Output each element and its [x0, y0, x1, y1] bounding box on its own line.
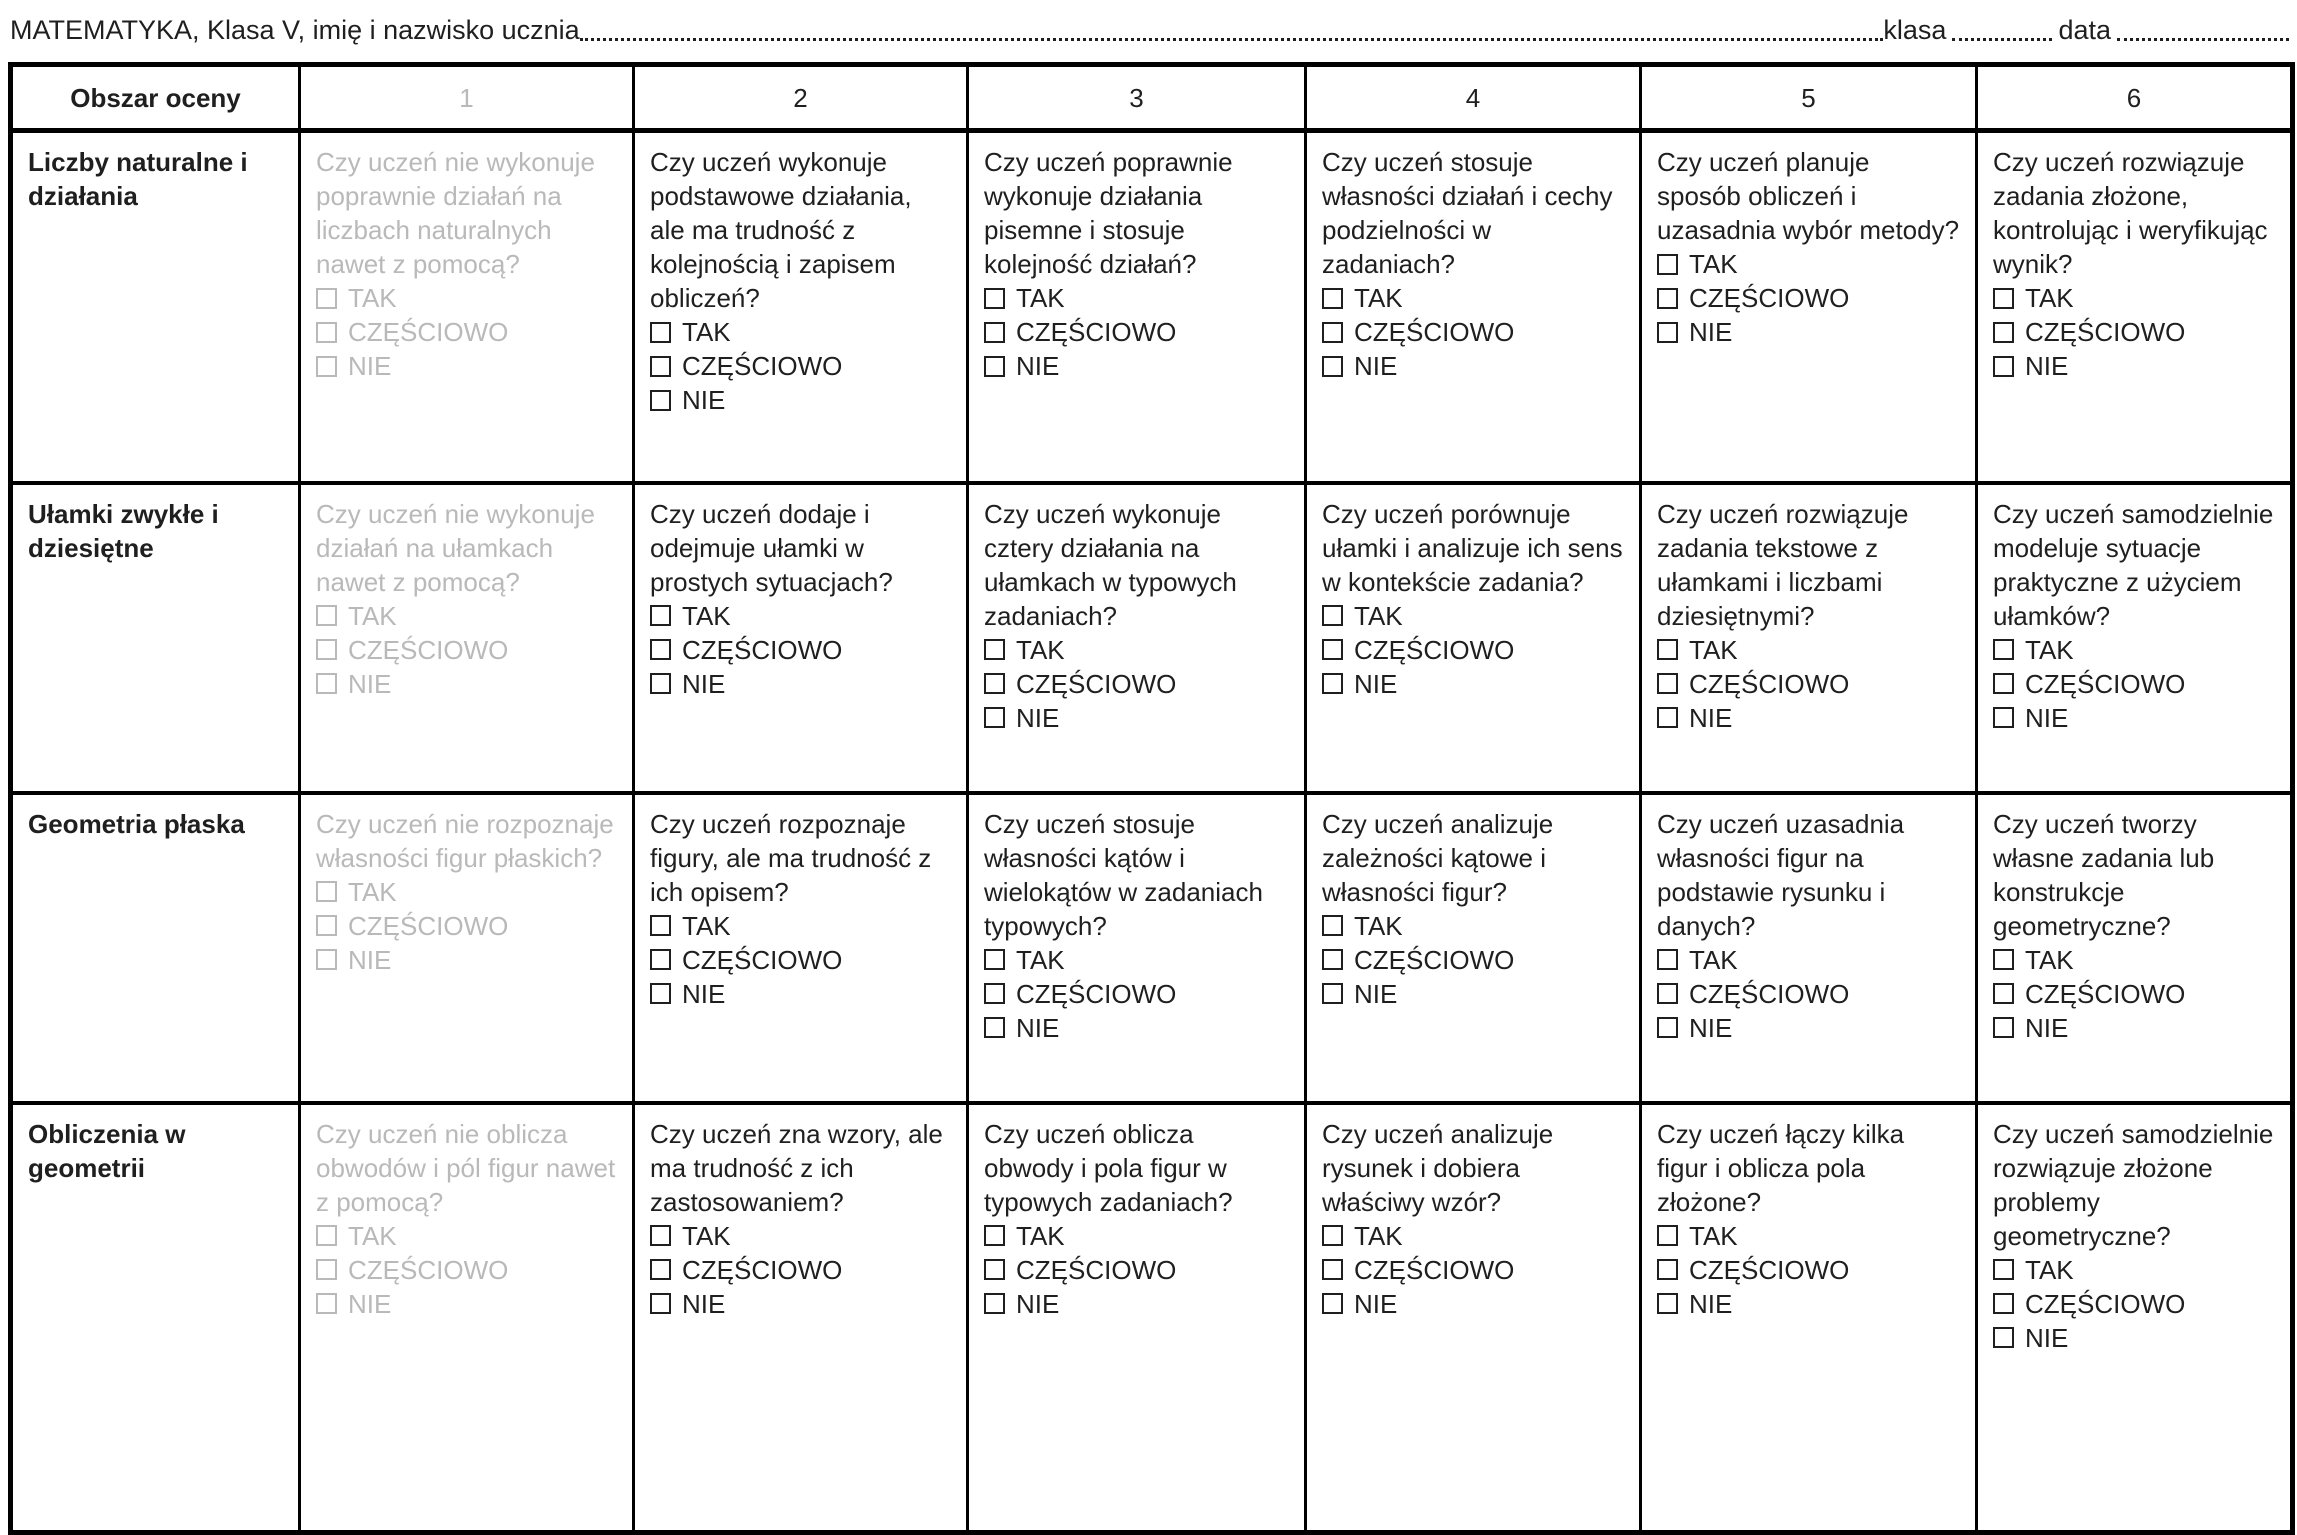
option-label: NIE [1354, 351, 1398, 381]
option-label: TAK [682, 600, 731, 631]
option-czesciowo[interactable] [316, 1253, 617, 1287]
option-label: TAK [1354, 1220, 1403, 1251]
date-label: data [2058, 14, 2111, 45]
option-label: CZĘŚCIOWO [1689, 668, 1850, 699]
option-tak[interactable] [650, 599, 951, 633]
criterion-question: Czy uczeń nie wykonuje poprawnie działań na liczbach naturalnych nawet z pomocą? [316, 147, 595, 279]
option-nie[interactable] [650, 977, 951, 1011]
checkbox-icon[interactable] [316, 1293, 337, 1314]
option-label: CZĘŚCIOWO [348, 317, 509, 347]
option-czesciowo[interactable] [1993, 977, 2275, 1011]
checkbox-icon[interactable] [1657, 1293, 1678, 1314]
option-label: NIE [348, 944, 392, 975]
criterion-cell [1641, 1103, 1977, 1533]
checkbox-icon[interactable] [1322, 983, 1343, 1004]
option-label: NIE [348, 668, 392, 699]
option-nie[interactable] [316, 1287, 617, 1321]
option-label: TAK [1354, 910, 1403, 941]
option-label: CZĘŚCIOWO [1354, 944, 1515, 975]
checkbox-icon[interactable] [1322, 288, 1343, 309]
area-label: Obliczenia w geometrii [11, 1103, 300, 1533]
option-tak[interactable] [1322, 909, 1624, 943]
option-nie[interactable] [650, 383, 951, 417]
criterion-question: Czy uczeń nie wykonuje działań na ułamkach nawet z pomocą? [316, 498, 595, 597]
criterion-cell [1306, 483, 1641, 793]
checkbox-icon[interactable] [984, 1293, 1005, 1314]
checkbox-icon[interactable] [1657, 1225, 1678, 1246]
checkbox-icon[interactable] [1657, 254, 1678, 275]
checkbox-icon[interactable] [984, 673, 1005, 694]
option-tak[interactable] [1993, 943, 2275, 977]
option-nie[interactable] [984, 701, 1289, 735]
checkbox-icon[interactable] [650, 1225, 671, 1246]
option-nie[interactable] [1993, 1321, 2275, 1355]
criterion-question: Czy uczeń dodaje i odejmuje ułamki w prostych sytuacjach? [650, 498, 893, 597]
checkbox-icon[interactable] [984, 983, 1005, 1004]
criterion-cell [634, 483, 968, 793]
checkbox-icon[interactable] [316, 605, 337, 626]
checkbox-icon[interactable] [650, 673, 671, 694]
checkbox-icon[interactable] [650, 1293, 671, 1314]
criterion-question: Czy uczeń porównuje ułamki i analizuje ich sens w kontekście zadania? [1322, 498, 1623, 597]
option-label: TAK [2025, 634, 2074, 665]
checkbox-icon[interactable] [1322, 673, 1343, 694]
level-header-6: 6 [1977, 65, 2293, 131]
option-label: TAK [348, 283, 397, 313]
option-tak[interactable] [1657, 633, 1960, 667]
checkbox-icon[interactable] [1993, 1327, 2014, 1348]
option-label: NIE [1689, 317, 1733, 347]
option-label: TAK [1016, 283, 1065, 313]
criterion-question: Czy uczeń rozwiązuje zadania złożone, kontrolując i weryfikując wynik? [1993, 147, 2268, 279]
option-tak[interactable] [984, 633, 1289, 667]
option-czesciowo[interactable] [1657, 667, 1960, 701]
option-nie[interactable] [1993, 349, 2275, 383]
criterion-question: Czy uczeń nie rozpoznaje własności figur płaskich? [316, 808, 614, 873]
class-label: klasa [1883, 14, 1947, 45]
checkbox-icon[interactable] [984, 707, 1005, 728]
option-label: CZĘŚCIOWO [2025, 1288, 2186, 1319]
checkbox-icon[interactable] [650, 390, 671, 411]
criterion-cell [1977, 793, 2293, 1103]
checkbox-icon[interactable] [316, 949, 337, 970]
checkbox-icon[interactable] [984, 1225, 1005, 1246]
option-label: CZĘŚCIOWO [1689, 283, 1850, 313]
criterion-cell [634, 1103, 968, 1533]
checkbox-icon[interactable] [1322, 639, 1343, 660]
option-label: CZĘŚCIOWO [1354, 317, 1515, 347]
option-tak[interactable] [316, 1219, 617, 1253]
checkbox-icon[interactable] [650, 1259, 671, 1280]
option-label: CZĘŚCIOWO [1016, 1254, 1177, 1285]
option-tak[interactable] [650, 909, 951, 943]
option-nie[interactable] [1993, 701, 2275, 735]
option-tak[interactable] [984, 943, 1289, 977]
option-czesciowo[interactable] [1657, 1253, 1960, 1287]
checkbox-icon[interactable] [316, 1225, 337, 1246]
checkbox-icon[interactable] [1993, 983, 2014, 1004]
criterion-cell [300, 131, 634, 483]
checkbox-icon[interactable] [984, 1259, 1005, 1280]
checkbox-icon[interactable] [1993, 1259, 2014, 1280]
checkbox-icon[interactable] [1657, 983, 1678, 1004]
option-czesciowo[interactable] [1322, 1253, 1624, 1287]
option-label: NIE [1354, 1288, 1398, 1319]
checkbox-icon[interactable] [650, 322, 671, 343]
level-header-1: 1 [300, 65, 634, 131]
option-nie[interactable] [1657, 1287, 1960, 1321]
checkbox-icon[interactable] [316, 673, 337, 694]
option-czesciowo[interactable] [1322, 633, 1624, 667]
criterion-question: Czy uczeń tworzy własne zadania lub konstrukcje geometryczne? [1993, 808, 2215, 941]
option-label: CZĘŚCIOWO [682, 634, 843, 665]
option-label: CZĘŚCIOWO [1689, 1254, 1850, 1285]
option-label: CZĘŚCIOWO [2025, 668, 2186, 699]
option-czesciowo[interactable] [1993, 1287, 2275, 1321]
criterion-question: Czy uczeń wykonuje cztery działania na ułamkach w typowych zadaniach? [984, 498, 1237, 631]
option-label: CZĘŚCIOWO [1689, 978, 1850, 1009]
criterion-cell [1641, 483, 1977, 793]
option-tak[interactable] [316, 281, 617, 315]
option-czesciowo[interactable] [1993, 667, 2275, 701]
option-label: CZĘŚCIOWO [1354, 1254, 1515, 1285]
checkbox-icon[interactable] [984, 322, 1005, 343]
criterion-question: Czy uczeń poprawnie wykonuje działania pisemne i stosuje kolejność działań? [984, 147, 1233, 279]
criterion-question: Czy uczeń rozpoznaje figury, ale ma trudność z ich opisem? [650, 808, 932, 907]
option-label: CZĘŚCIOWO [682, 944, 843, 975]
criterion-question: Czy uczeń samodzielnie rozwiązuje złożone problemy geometryczne? [1993, 1118, 2274, 1251]
option-czesciowo[interactable] [1993, 315, 2275, 349]
option-tak[interactable] [316, 599, 617, 633]
option-label: NIE [1689, 1288, 1733, 1319]
checkbox-icon[interactable] [1322, 322, 1343, 343]
option-label: CZĘŚCIOWO [1354, 634, 1515, 665]
assessment-table [8, 62, 2295, 1535]
checkbox-icon[interactable] [1657, 639, 1678, 660]
option-tak[interactable] [1657, 1219, 1960, 1253]
criterion-question: Czy uczeń analizuje zależności kątowe i własności figur? [1322, 808, 1554, 907]
assessment-table-body [11, 65, 2293, 1533]
option-label: TAK [1354, 600, 1403, 631]
option-label: CZĘŚCIOWO [1016, 317, 1177, 347]
option-label: CZĘŚCIOWO [348, 634, 509, 665]
table-row [11, 793, 2293, 1103]
option-label: TAK [1016, 1220, 1065, 1251]
checkbox-icon[interactable] [1322, 356, 1343, 377]
option-tak[interactable] [1322, 599, 1624, 633]
option-label: TAK [1016, 634, 1065, 665]
option-label: TAK [2025, 283, 2074, 313]
option-label: TAK [682, 317, 731, 347]
option-label: NIE [682, 385, 726, 415]
level-header-5: 5 [1641, 65, 1977, 131]
option-label: NIE [1689, 702, 1733, 733]
option-label: NIE [1016, 351, 1060, 381]
area-label: Ułamki zwykłe i dziesiętne [11, 483, 300, 793]
checkbox-icon[interactable] [1657, 288, 1678, 309]
option-nie[interactable] [1657, 1011, 1960, 1045]
option-nie[interactable] [316, 943, 617, 977]
checkbox-icon[interactable] [1322, 605, 1343, 626]
table-row [11, 1103, 2293, 1533]
checkbox-icon[interactable] [1657, 322, 1678, 343]
checkbox-icon[interactable] [1657, 673, 1678, 694]
table-row [11, 483, 2293, 793]
option-czesciowo[interactable] [1657, 281, 1960, 315]
option-tak[interactable] [984, 281, 1289, 315]
option-label: NIE [348, 351, 392, 381]
checkbox-icon[interactable] [984, 356, 1005, 377]
option-nie[interactable] [1657, 315, 1960, 349]
checkbox-icon[interactable] [984, 949, 1005, 970]
checkbox-icon[interactable] [1322, 949, 1343, 970]
checkbox-icon[interactable] [1657, 707, 1678, 728]
checkbox-icon[interactable] [1993, 949, 2014, 970]
date-fill-line[interactable] [2117, 38, 2289, 41]
option-label: NIE [1016, 1288, 1060, 1319]
option-tak[interactable] [1993, 633, 2275, 667]
option-nie[interactable] [1657, 701, 1960, 735]
option-label: NIE [2025, 1322, 2069, 1353]
option-nie[interactable] [984, 349, 1289, 383]
criterion-cell [1641, 793, 1977, 1103]
option-label: NIE [1016, 1012, 1060, 1043]
checkbox-icon[interactable] [316, 881, 337, 902]
checkbox-icon[interactable] [1993, 1017, 2014, 1038]
checkbox-icon[interactable] [650, 949, 671, 970]
criterion-cell [1306, 131, 1641, 483]
option-nie[interactable] [984, 1011, 1289, 1045]
option-label: NIE [2025, 1012, 2069, 1043]
checkbox-icon[interactable] [316, 288, 337, 309]
checkbox-icon[interactable] [1657, 949, 1678, 970]
criterion-cell [300, 793, 634, 1103]
checkbox-icon[interactable] [650, 915, 671, 936]
option-label: NIE [682, 668, 726, 699]
level-header-3: 3 [968, 65, 1306, 131]
criterion-question: Czy uczeń uzasadnia własności figur na podstawie rysunku i danych? [1657, 808, 1905, 941]
option-nie[interactable] [1322, 667, 1624, 701]
option-nie[interactable] [1322, 349, 1624, 383]
checkbox-icon[interactable] [1993, 1293, 2014, 1314]
option-nie[interactable] [1993, 1011, 2275, 1045]
criterion-question: Czy uczeń planuje sposób obliczeń i uzasadnia wybór metody? [1657, 147, 1960, 245]
name-fill-line[interactable] [580, 38, 1884, 41]
criterion-question: Czy uczeń samodzielnie modeluje sytuacje praktyczne z użyciem ułamków? [1993, 498, 2274, 631]
option-label: CZĘŚCIOWO [682, 351, 843, 381]
criterion-cell [1306, 793, 1641, 1103]
checkbox-icon[interactable] [1322, 1259, 1343, 1280]
checkbox-icon[interactable] [1993, 288, 2014, 309]
option-label: NIE [1354, 668, 1398, 699]
option-label: TAK [1354, 283, 1403, 313]
checkbox-icon[interactable] [316, 915, 337, 936]
area-label: Liczby naturalne i działania [11, 131, 300, 483]
criterion-question: Czy uczeń stosuje własności działań i cechy podzielności w zadaniach? [1322, 147, 1613, 279]
criterion-cell [968, 483, 1306, 793]
checkbox-icon[interactable] [984, 639, 1005, 660]
option-label: CZĘŚCIOWO [2025, 317, 2186, 347]
checkbox-icon[interactable] [1322, 1293, 1343, 1314]
checkbox-icon[interactable] [1993, 707, 2014, 728]
option-label: NIE [2025, 702, 2069, 733]
checkbox-icon[interactable] [316, 356, 337, 377]
area-label: Geometria płaska [11, 793, 300, 1103]
option-label: CZĘŚCIOWO [1016, 668, 1177, 699]
class-fill-line[interactable] [1952, 38, 2052, 41]
criterion-question: Czy uczeń wykonuje podstawowe działania, ale ma trudność z kolejnością i zapisem obliczeń? [650, 147, 912, 313]
option-label: NIE [1354, 978, 1398, 1009]
option-czesciowo[interactable] [984, 315, 1289, 349]
criterion-cell [968, 1103, 1306, 1533]
checkbox-icon[interactable] [316, 322, 337, 343]
option-label: CZĘŚCIOWO [682, 1254, 843, 1285]
corner-header: Obszar oceny [11, 65, 300, 131]
option-label: NIE [2025, 351, 2069, 381]
option-label: CZĘŚCIOWO [1016, 978, 1177, 1009]
option-nie[interactable] [1322, 977, 1624, 1011]
option-label: NIE [682, 1288, 726, 1319]
option-label: CZĘŚCIOWO [348, 1254, 509, 1285]
checkbox-icon[interactable] [984, 1017, 1005, 1038]
option-label: TAK [348, 876, 397, 907]
criterion-question: Czy uczeń analizuje rysunek i dobiera właściwy wzór? [1322, 1118, 1554, 1217]
option-label: NIE [682, 978, 726, 1009]
option-tak[interactable] [1657, 943, 1960, 977]
table-row [11, 131, 2293, 483]
option-label: TAK [682, 910, 731, 941]
checkbox-icon[interactable] [1322, 915, 1343, 936]
checkbox-icon[interactable] [1993, 673, 2014, 694]
option-tak[interactable] [1322, 281, 1624, 315]
option-nie[interactable] [316, 667, 617, 701]
option-label: CZĘŚCIOWO [2025, 978, 2186, 1009]
option-label: CZĘŚCIOWO [348, 910, 509, 941]
criterion-cell [1306, 1103, 1641, 1533]
form-header-line [0, 0, 2297, 46]
option-label: TAK [2025, 1254, 2074, 1285]
criterion-cell [968, 131, 1306, 483]
option-czesciowo[interactable] [1657, 977, 1960, 1011]
option-czesciowo[interactable] [650, 633, 951, 667]
option-czesciowo[interactable] [1322, 943, 1624, 977]
option-label: TAK [1689, 634, 1738, 665]
checkbox-icon[interactable] [1657, 1259, 1678, 1280]
criterion-cell [634, 793, 968, 1103]
option-nie[interactable] [984, 1287, 1289, 1321]
criterion-cell [300, 483, 634, 793]
option-czesciowo[interactable] [650, 943, 951, 977]
level-header-row [11, 65, 2293, 131]
option-tak[interactable] [1322, 1219, 1624, 1253]
option-czesciowo[interactable] [984, 977, 1289, 1011]
criterion-cell [1641, 131, 1977, 483]
checkbox-icon[interactable] [1657, 1017, 1678, 1038]
option-nie[interactable] [316, 349, 617, 383]
checkbox-icon[interactable] [1322, 1225, 1343, 1246]
level-header-2: 2 [634, 65, 968, 131]
option-tak[interactable] [316, 875, 617, 909]
option-czesciowo[interactable] [316, 315, 617, 349]
checkbox-icon[interactable] [1993, 322, 2014, 343]
form-title: MATEMATYKA, Klasa V, imię i nazwisko ucznia [10, 14, 580, 45]
criterion-question: Czy uczeń nie oblicza obwodów i pól figur nawet z pomocą? [316, 1118, 616, 1217]
option-label: TAK [1689, 944, 1738, 975]
criterion-cell [1977, 483, 2293, 793]
option-label: TAK [348, 1220, 397, 1251]
option-czesciowo[interactable] [316, 909, 617, 943]
criterion-cell [634, 131, 968, 483]
criterion-question: Czy uczeń oblicza obwody i pola figur w typowych zadaniach? [984, 1118, 1233, 1217]
option-tak[interactable] [650, 1219, 951, 1253]
option-label: TAK [2025, 944, 2074, 975]
criterion-cell [1977, 1103, 2293, 1533]
option-label: TAK [1689, 249, 1738, 279]
option-czesciowo[interactable] [1322, 315, 1624, 349]
checkbox-icon[interactable] [1993, 356, 2014, 377]
option-tak[interactable] [650, 315, 951, 349]
option-nie[interactable] [1322, 1287, 1624, 1321]
option-czesciowo[interactable] [984, 667, 1289, 701]
option-tak[interactable] [984, 1219, 1289, 1253]
criterion-question: Czy uczeń stosuje własności kątów i wielokątów w zadaniach typowych? [984, 808, 1263, 941]
option-label: TAK [1016, 944, 1065, 975]
criterion-question: Czy uczeń zna wzory, ale ma trudność z ich zastosowaniem? [650, 1118, 943, 1217]
level-header-4: 4 [1306, 65, 1641, 131]
option-label: NIE [1016, 702, 1060, 733]
criterion-cell [968, 793, 1306, 1103]
option-czesciowo[interactable] [650, 1253, 951, 1287]
option-tak[interactable] [1993, 1253, 2275, 1287]
checkbox-icon[interactable] [984, 288, 1005, 309]
checkbox-icon[interactable] [316, 1259, 337, 1280]
checkbox-icon[interactable] [650, 356, 671, 377]
criterion-question: Czy uczeń rozwiązuje zadania tekstowe z ułamkami i liczbami dziesiętnymi? [1657, 498, 1909, 631]
criterion-question: Czy uczeń łączy kilka figur i oblicza pola złożone? [1657, 1118, 1905, 1217]
option-tak[interactable] [1993, 281, 2275, 315]
option-tak[interactable] [1657, 247, 1960, 281]
criterion-cell [300, 1103, 634, 1533]
checkbox-icon[interactable] [1993, 639, 2014, 660]
option-label: TAK [682, 1220, 731, 1251]
checkbox-icon[interactable] [316, 639, 337, 660]
option-label: TAK [348, 600, 397, 631]
checkbox-icon[interactable] [650, 639, 671, 660]
option-czesciowo[interactable] [984, 1253, 1289, 1287]
option-label: NIE [348, 1288, 392, 1319]
option-label: TAK [1689, 1220, 1738, 1251]
option-nie[interactable] [650, 1287, 951, 1321]
checkbox-icon[interactable] [650, 983, 671, 1004]
option-nie[interactable] [650, 667, 951, 701]
checkbox-icon[interactable] [650, 605, 671, 626]
option-czesciowo[interactable] [316, 633, 617, 667]
criterion-cell [1977, 131, 2293, 483]
option-czesciowo[interactable] [650, 349, 951, 383]
option-label: NIE [1689, 1012, 1733, 1043]
